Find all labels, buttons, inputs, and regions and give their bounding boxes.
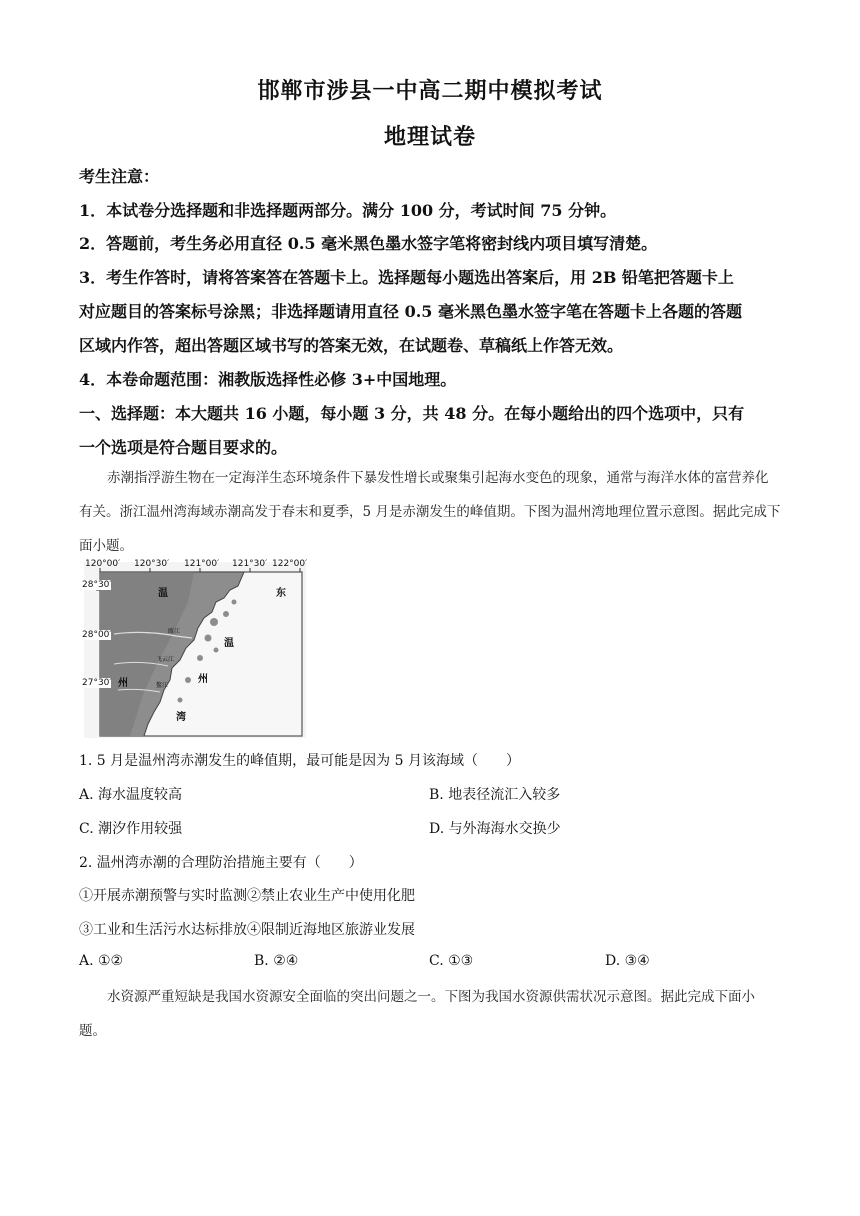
notice-item-3-line-3: 区域内作答，超出答题区域书写的答案无效，在试题卷、草稿纸上作答无效。 — [79, 336, 624, 355]
notice-item-1: 1．本试卷分选择题和非选择题两部分。满分 100 分，考试时间 75 分钟。 — [79, 201, 617, 220]
river-label: 飞云江 — [156, 656, 175, 663]
wenzhou-bay-map — [82, 559, 308, 738]
lat-label: 28°00′ — [82, 630, 112, 640]
river-label: 瓯江 — [168, 628, 181, 635]
map-place-label: 东 — [276, 588, 286, 599]
notice-item-4: 4．本卷命题范围：湘教版选择性必修 3+中国地理。 — [79, 370, 457, 389]
map-place-label: 温 — [158, 588, 168, 599]
lon-label: 122°00′ — [272, 559, 308, 569]
question-1-option-a: A. 海水温度较高 — [79, 787, 183, 803]
lat-label: 28°30′ — [82, 580, 112, 590]
lon-label: 121°00′ — [184, 559, 220, 569]
notice-item-3-line-1: 3．考生作答时，请将答案答在答题卡上。选择题每小题选出答案后，用 2B 铅笔把答题卡上 — [79, 268, 734, 287]
notice-item-3-line-2: 对应题目的答案标号涂黑；非选择题请用直径 0.5 毫米黑色墨水签字笔在答题卡上各题的答题 — [79, 302, 742, 321]
river-label: 鳌江 — [156, 682, 169, 689]
question-2-statements-2: ③工业和生活污水达标排放④限制近海地区旅游业发展 — [79, 922, 415, 938]
passage-water-resources: 水资源严重短缺是我国水资源安全面临的突出问题之一。下图为我国水资源供需状况示意图。据此完成下面小题。 — [79, 989, 755, 1039]
question-2-option-d: D. ③④ — [605, 953, 650, 969]
passage-red-tide: 赤潮指浮游生物在一定海洋生态环境条件下暴发性增长或聚集引起海水变色的现象，通常与海洋水体的富营养化有关。浙江温州湾海域赤潮高发于春末和夏季，5 月是赤潮发生的峰值期。下图为温州湾地理位置示意图。据此完成下面小题。 — [79, 470, 781, 554]
lat-label: 27°30′ — [82, 678, 112, 688]
lon-label: 120°30′ — [134, 559, 170, 569]
page-title: 邯郸市涉县一中高二期中模拟考试 — [257, 78, 603, 104]
question-1-stem: 1. 5 月是温州湾赤潮发生的峰值期，最可能是因为 5 月该海域（ ） — [79, 753, 520, 769]
question-1-option-c: C. 潮汐作用较强 — [79, 821, 183, 837]
lon-label: 120°00′ — [85, 559, 121, 569]
question-2-option-c: C. ①③ — [429, 953, 474, 969]
page-subtitle: 地理试卷 — [383, 124, 476, 150]
question-2-stem: 2. 温州湾赤潮的合理防治措施主要有（ ） — [79, 855, 363, 871]
map-place-label: 州 — [198, 674, 208, 685]
map-place-label: 湾 — [176, 712, 186, 723]
question-2-statements-1: ①开展赤潮预警与实时监测②禁止农业生产中使用化肥 — [79, 888, 415, 904]
question-2-option-a: A. ①② — [79, 953, 124, 969]
lon-label: 121°30′ — [232, 559, 268, 569]
notice-heading: 考生注意： — [79, 167, 160, 186]
question-2-option-b: B. ②④ — [254, 953, 299, 969]
map-place-label: 温 — [224, 638, 234, 649]
question-1-option-b: B. 地表径流汇入较多 — [429, 787, 561, 803]
question-1-option-d: D. 与外海海水交换少 — [429, 821, 561, 837]
notice-item-2: 2．答题前，考生务必用直径 0.5 毫米黑色墨水签字笔将密封线内项目填写清楚。 — [79, 234, 658, 253]
section-heading-line-2: 一个选项是符合题目要求的。 — [79, 438, 288, 457]
section-heading-line-1: 一、选择题：本大题共 16 小题，每小题 3 分，共 48 分。在每小题给出的四个选项中，只有 — [79, 404, 745, 423]
map-place-label: 州 — [118, 678, 128, 689]
